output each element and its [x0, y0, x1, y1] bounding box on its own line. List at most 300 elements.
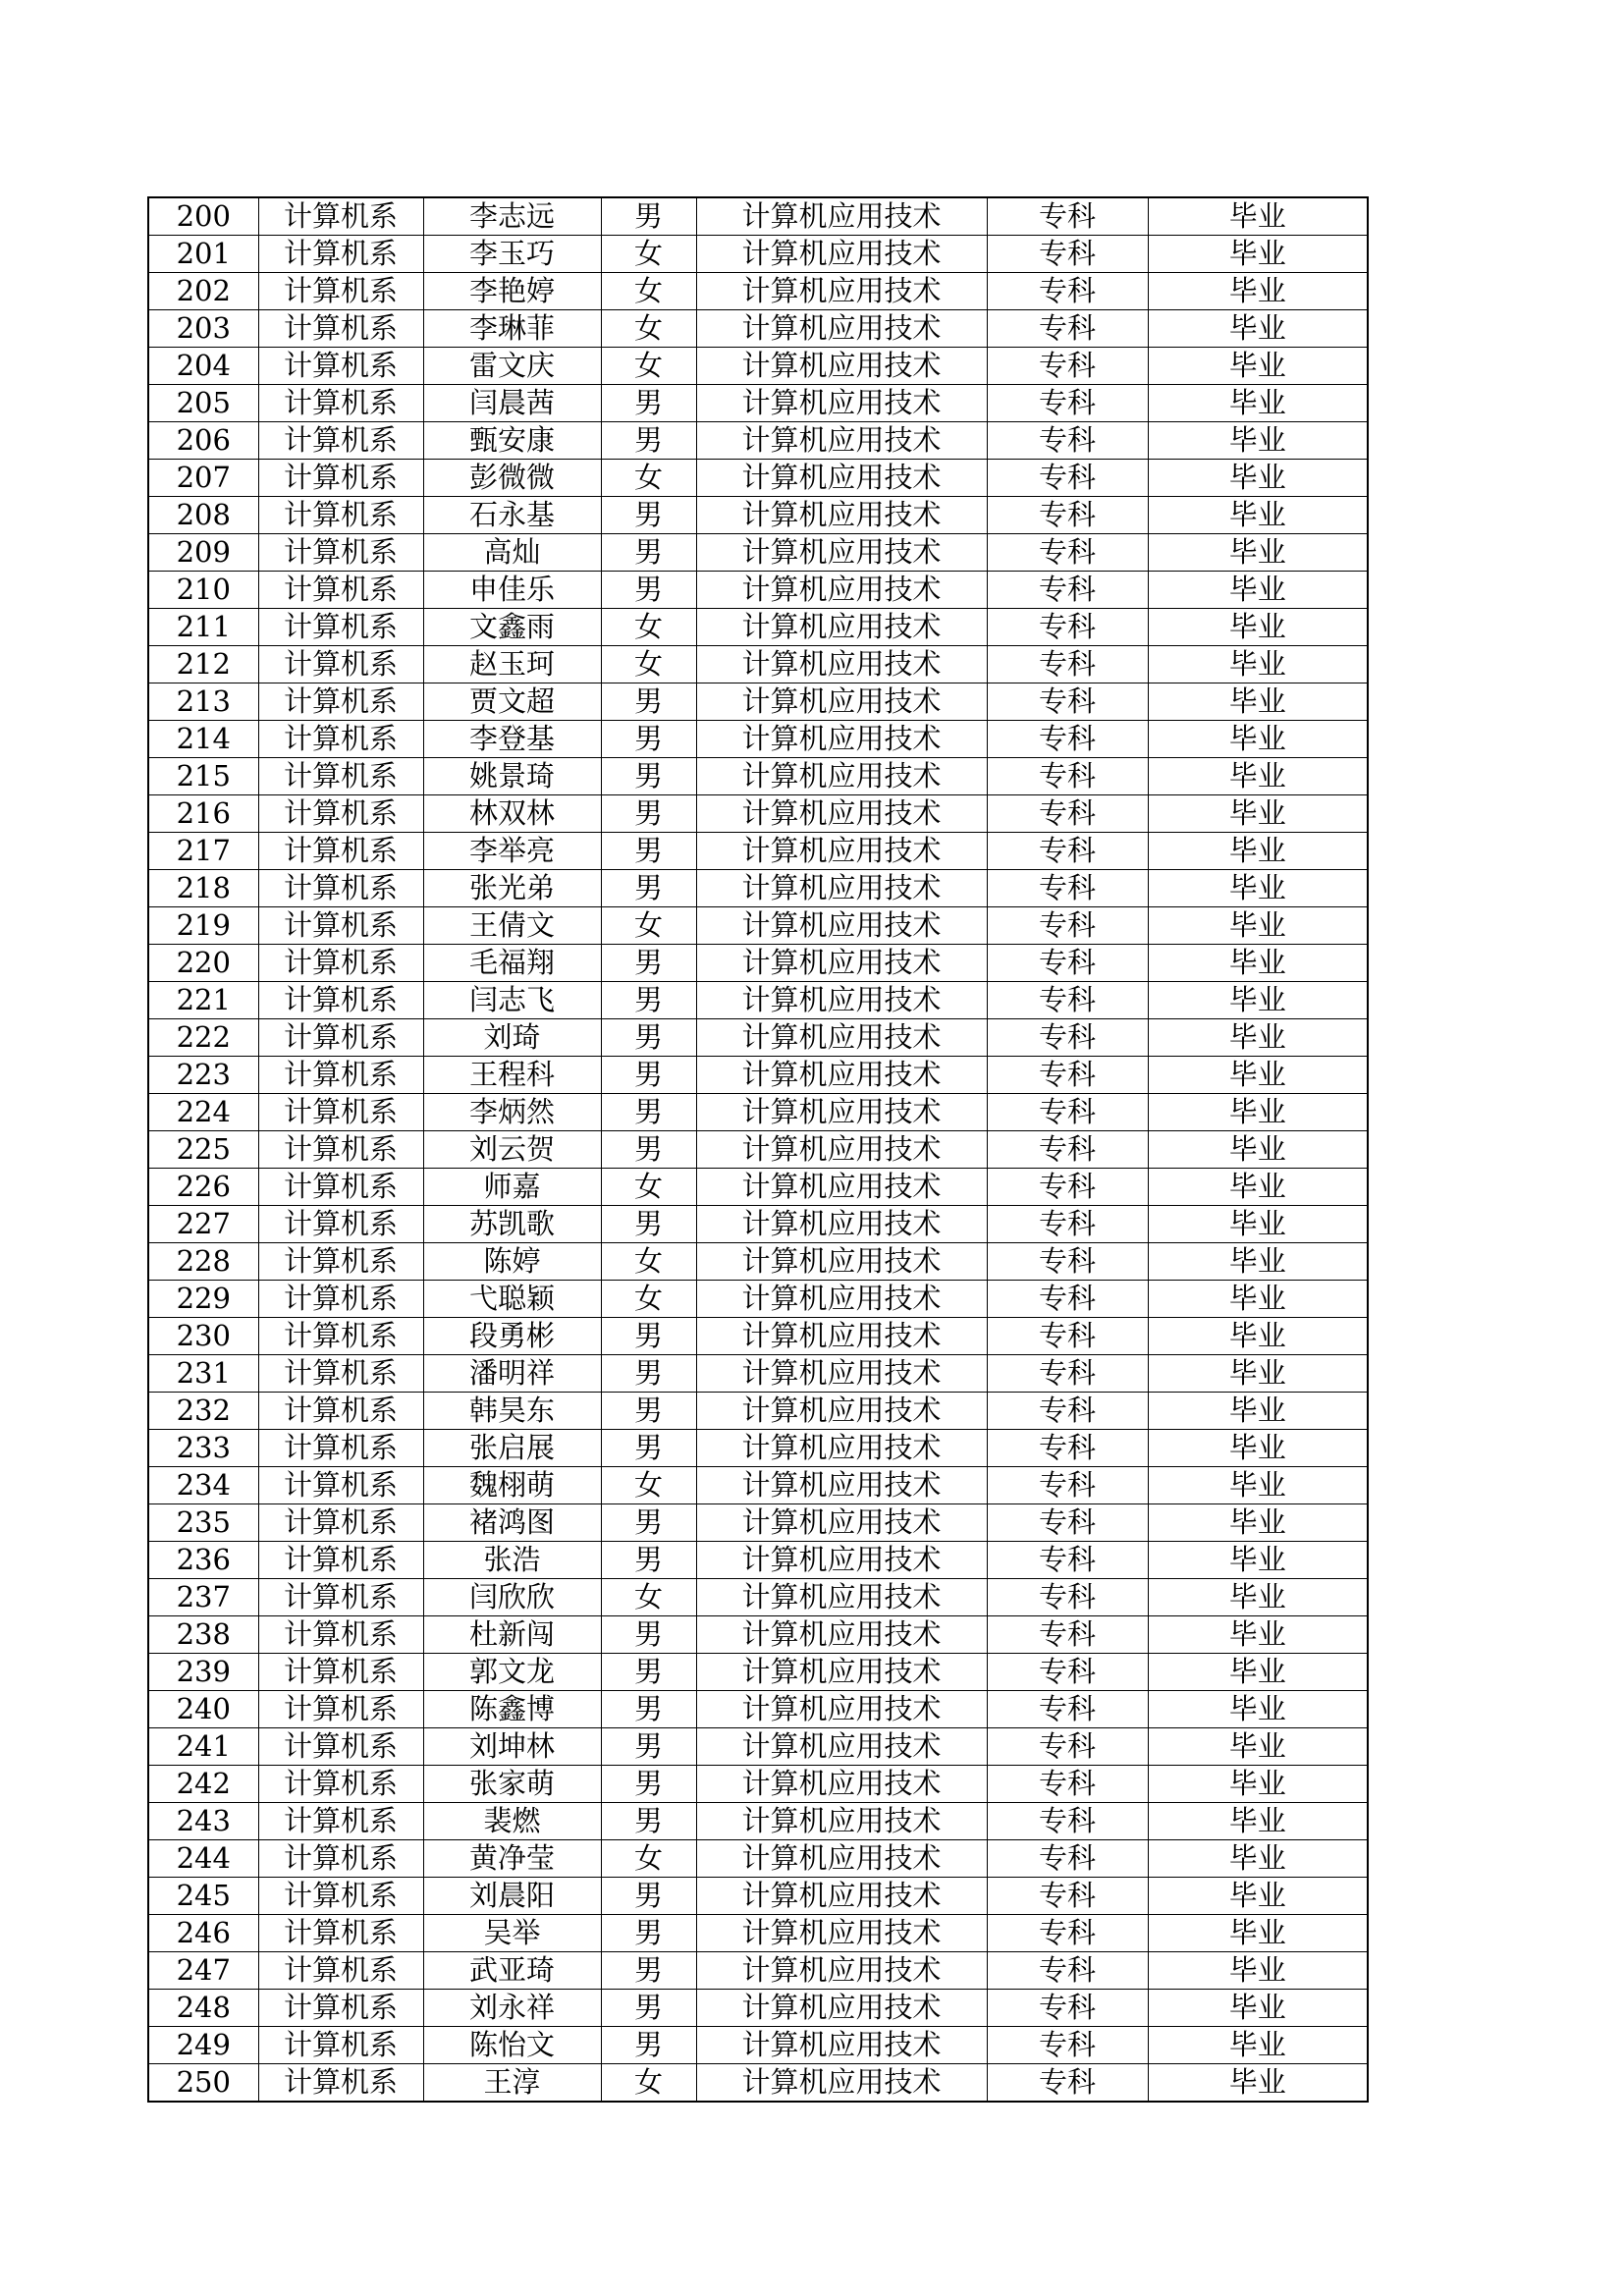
cell-level: 专科	[987, 907, 1148, 945]
table-row	[148, 1430, 1368, 1467]
cell-department: 计算机系	[258, 310, 423, 348]
cell-status: 毕业	[1148, 1728, 1368, 1766]
cell-department: 计算机系	[258, 1952, 423, 1990]
cell-department: 计算机系	[258, 1915, 423, 1952]
cell-level: 专科	[987, 609, 1148, 646]
cell-level: 专科	[987, 1878, 1148, 1915]
cell-name: 潘明祥	[423, 1355, 601, 1393]
cell-status: 毕业	[1148, 1579, 1368, 1616]
cell-status: 毕业	[1148, 907, 1368, 945]
table-row	[148, 683, 1368, 721]
cell-department: 计算机系	[258, 2064, 423, 2103]
cell-department: 计算机系	[258, 1542, 423, 1579]
cell-major: 计算机应用技术	[696, 534, 987, 572]
cell-department: 计算机系	[258, 236, 423, 273]
cell-level: 专科	[987, 683, 1148, 721]
cell-status: 毕业	[1148, 870, 1368, 907]
cell-level: 专科	[987, 273, 1148, 310]
cell-name: 贾文超	[423, 683, 601, 721]
cell-level: 专科	[987, 1691, 1148, 1728]
cell-name: 韩昊东	[423, 1393, 601, 1430]
cell-status: 毕业	[1148, 1281, 1368, 1318]
cell-level: 专科	[987, 1990, 1148, 2027]
cell-department: 计算机系	[258, 945, 423, 982]
cell-gender: 男	[601, 721, 696, 758]
cell-major: 计算机应用技术	[696, 1990, 987, 2027]
cell-status: 毕业	[1148, 833, 1368, 870]
cell-no: 202	[148, 273, 258, 310]
table-row	[148, 1616, 1368, 1654]
cell-name: 张光弟	[423, 870, 601, 907]
cell-gender: 男	[601, 1691, 696, 1728]
cell-major: 计算机应用技术	[696, 273, 987, 310]
cell-gender: 男	[601, 1878, 696, 1915]
cell-gender: 女	[601, 1243, 696, 1281]
cell-no: 207	[148, 460, 258, 497]
cell-no: 243	[148, 1803, 258, 1840]
cell-gender: 男	[601, 1430, 696, 1467]
table-row	[148, 1952, 1368, 1990]
cell-department: 计算机系	[258, 1504, 423, 1542]
cell-major: 计算机应用技术	[696, 1131, 987, 1169]
cell-department: 计算机系	[258, 348, 423, 385]
cell-department: 计算机系	[258, 1393, 423, 1430]
cell-status: 毕业	[1148, 758, 1368, 795]
cell-no: 234	[148, 1467, 258, 1504]
cell-department: 计算机系	[258, 1691, 423, 1728]
cell-level: 专科	[987, 1616, 1148, 1654]
cell-major: 计算机应用技术	[696, 2027, 987, 2064]
cell-status: 毕业	[1148, 497, 1368, 534]
cell-no: 249	[148, 2027, 258, 2064]
cell-gender: 男	[601, 572, 696, 609]
cell-department: 计算机系	[258, 1355, 423, 1393]
cell-status: 毕业	[1148, 534, 1368, 572]
cell-level: 专科	[987, 1766, 1148, 1803]
table-row	[148, 721, 1368, 758]
cell-major: 计算机应用技术	[696, 1542, 987, 1579]
cell-name: 闫晨茜	[423, 385, 601, 422]
cell-gender: 女	[601, 907, 696, 945]
cell-department: 计算机系	[258, 422, 423, 460]
cell-department: 计算机系	[258, 1728, 423, 1766]
table-row	[148, 1467, 1368, 1504]
cell-name: 李琳菲	[423, 310, 601, 348]
cell-no: 204	[148, 348, 258, 385]
cell-name: 闫欣欣	[423, 1579, 601, 1616]
cell-status: 毕业	[1148, 1094, 1368, 1131]
cell-gender: 女	[601, 348, 696, 385]
cell-major: 计算机应用技术	[696, 795, 987, 833]
cell-no: 227	[148, 1206, 258, 1243]
cell-no: 242	[148, 1766, 258, 1803]
table-row	[148, 1393, 1368, 1430]
cell-no: 228	[148, 1243, 258, 1281]
cell-gender: 男	[601, 1355, 696, 1393]
table-row	[148, 1057, 1368, 1094]
cell-status: 毕业	[1148, 1430, 1368, 1467]
cell-status: 毕业	[1148, 385, 1368, 422]
table-row	[148, 795, 1368, 833]
cell-status: 毕业	[1148, 236, 1368, 273]
cell-major: 计算机应用技术	[696, 1691, 987, 1728]
cell-status: 毕业	[1148, 1878, 1368, 1915]
cell-name: 李举亮	[423, 833, 601, 870]
cell-no: 203	[148, 310, 258, 348]
cell-status: 毕业	[1148, 1654, 1368, 1691]
cell-level: 专科	[987, 385, 1148, 422]
cell-major: 计算机应用技术	[696, 1654, 987, 1691]
table-row	[148, 1355, 1368, 1393]
cell-name: 刘坤林	[423, 1728, 601, 1766]
cell-department: 计算机系	[258, 197, 423, 236]
cell-no: 236	[148, 1542, 258, 1579]
cell-no: 217	[148, 833, 258, 870]
cell-department: 计算机系	[258, 1878, 423, 1915]
cell-gender: 男	[601, 1393, 696, 1430]
table-row	[148, 1691, 1368, 1728]
cell-department: 计算机系	[258, 870, 423, 907]
cell-gender: 男	[601, 1057, 696, 1094]
cell-no: 201	[148, 236, 258, 273]
cell-name: 李艳婷	[423, 273, 601, 310]
cell-department: 计算机系	[258, 1766, 423, 1803]
cell-department: 计算机系	[258, 1430, 423, 1467]
cell-major: 计算机应用技术	[696, 1728, 987, 1766]
cell-gender: 男	[601, 1131, 696, 1169]
table-row	[148, 1803, 1368, 1840]
cell-no: 211	[148, 609, 258, 646]
cell-department: 计算机系	[258, 609, 423, 646]
table-row	[148, 1766, 1368, 1803]
table-row	[148, 1019, 1368, 1057]
cell-gender: 男	[601, 197, 696, 236]
cell-major: 计算机应用技术	[696, 1355, 987, 1393]
table-row	[148, 1878, 1368, 1915]
cell-no: 245	[148, 1878, 258, 1915]
cell-level: 专科	[987, 1169, 1148, 1206]
cell-level: 专科	[987, 348, 1148, 385]
cell-level: 专科	[987, 422, 1148, 460]
cell-status: 毕业	[1148, 1915, 1368, 1952]
cell-major: 计算机应用技术	[696, 1206, 987, 1243]
cell-major: 计算机应用技术	[696, 1318, 987, 1355]
cell-gender: 男	[601, 2027, 696, 2064]
cell-major: 计算机应用技术	[696, 1840, 987, 1878]
cell-department: 计算机系	[258, 907, 423, 945]
table-row	[148, 2064, 1368, 2103]
cell-name: 李炳然	[423, 1094, 601, 1131]
cell-major: 计算机应用技术	[696, 1616, 987, 1654]
cell-gender: 男	[601, 982, 696, 1019]
table-row	[148, 1654, 1368, 1691]
cell-level: 专科	[987, 197, 1148, 236]
cell-major: 计算机应用技术	[696, 1803, 987, 1840]
cell-no: 230	[148, 1318, 258, 1355]
cell-level: 专科	[987, 1355, 1148, 1393]
cell-gender: 男	[601, 1728, 696, 1766]
cell-department: 计算机系	[258, 1019, 423, 1057]
table-row	[148, 273, 1368, 310]
cell-level: 专科	[987, 1840, 1148, 1878]
cell-department: 计算机系	[258, 1318, 423, 1355]
cell-major: 计算机应用技术	[696, 1243, 987, 1281]
cell-gender: 男	[601, 1206, 696, 1243]
cell-gender: 男	[601, 1318, 696, 1355]
cell-gender: 男	[601, 1654, 696, 1691]
cell-level: 专科	[987, 1094, 1148, 1131]
cell-level: 专科	[987, 1542, 1148, 1579]
cell-name: 刘永祥	[423, 1990, 601, 2027]
cell-department: 计算机系	[258, 1281, 423, 1318]
cell-name: 彭微微	[423, 460, 601, 497]
cell-status: 毕业	[1148, 1803, 1368, 1840]
table-row	[148, 907, 1368, 945]
cell-status: 毕业	[1148, 422, 1368, 460]
table-row	[148, 758, 1368, 795]
cell-name: 林双林	[423, 795, 601, 833]
cell-status: 毕业	[1148, 1206, 1368, 1243]
cell-status: 毕业	[1148, 1243, 1368, 1281]
table-row	[148, 1840, 1368, 1878]
cell-status: 毕业	[1148, 646, 1368, 683]
cell-gender: 男	[601, 1915, 696, 1952]
cell-no: 222	[148, 1019, 258, 1057]
cell-gender: 男	[601, 497, 696, 534]
cell-gender: 女	[601, 310, 696, 348]
cell-department: 计算机系	[258, 1990, 423, 2027]
table-row	[148, 833, 1368, 870]
cell-status: 毕业	[1148, 2027, 1368, 2064]
cell-major: 计算机应用技术	[696, 609, 987, 646]
cell-major: 计算机应用技术	[696, 348, 987, 385]
roster-body	[148, 197, 1368, 2102]
cell-major: 计算机应用技术	[696, 1019, 987, 1057]
cell-gender: 女	[601, 1281, 696, 1318]
cell-status: 毕业	[1148, 1691, 1368, 1728]
cell-major: 计算机应用技术	[696, 758, 987, 795]
cell-department: 计算机系	[258, 460, 423, 497]
cell-department: 计算机系	[258, 646, 423, 683]
cell-gender: 男	[601, 870, 696, 907]
cell-name: 张浩	[423, 1542, 601, 1579]
cell-major: 计算机应用技术	[696, 870, 987, 907]
cell-gender: 男	[601, 795, 696, 833]
cell-department: 计算机系	[258, 1169, 423, 1206]
cell-level: 专科	[987, 982, 1148, 1019]
cell-gender: 女	[601, 1467, 696, 1504]
cell-major: 计算机应用技术	[696, 1766, 987, 1803]
cell-status: 毕业	[1148, 197, 1368, 236]
cell-level: 专科	[987, 1318, 1148, 1355]
cell-name: 申佳乐	[423, 572, 601, 609]
cell-level: 专科	[987, 1803, 1148, 1840]
cell-name: 师嘉	[423, 1169, 601, 1206]
cell-major: 计算机应用技术	[696, 1579, 987, 1616]
cell-status: 毕业	[1148, 1616, 1368, 1654]
cell-gender: 男	[601, 1803, 696, 1840]
cell-level: 专科	[987, 1057, 1148, 1094]
table-row	[148, 460, 1368, 497]
cell-department: 计算机系	[258, 1654, 423, 1691]
cell-department: 计算机系	[258, 2027, 423, 2064]
table-row	[148, 497, 1368, 534]
cell-status: 毕业	[1148, 609, 1368, 646]
cell-gender: 男	[601, 1504, 696, 1542]
cell-status: 毕业	[1148, 1467, 1368, 1504]
cell-gender: 男	[601, 945, 696, 982]
cell-name: 赵玉珂	[423, 646, 601, 683]
table-row	[148, 609, 1368, 646]
cell-major: 计算机应用技术	[696, 1281, 987, 1318]
cell-name: 弋聪颖	[423, 1281, 601, 1318]
cell-no: 240	[148, 1691, 258, 1728]
cell-name: 褚鸿图	[423, 1504, 601, 1542]
cell-department: 计算机系	[258, 721, 423, 758]
cell-department: 计算机系	[258, 1840, 423, 1878]
cell-major: 计算机应用技术	[696, 1504, 987, 1542]
cell-name: 高灿	[423, 534, 601, 572]
cell-level: 专科	[987, 1019, 1148, 1057]
cell-status: 毕业	[1148, 1318, 1368, 1355]
cell-level: 专科	[987, 2027, 1148, 2064]
cell-no: 205	[148, 385, 258, 422]
cell-no: 233	[148, 1430, 258, 1467]
cell-name: 姚景琦	[423, 758, 601, 795]
cell-level: 专科	[987, 1131, 1148, 1169]
cell-name: 刘晨阳	[423, 1878, 601, 1915]
cell-major: 计算机应用技术	[696, 1915, 987, 1952]
cell-department: 计算机系	[258, 273, 423, 310]
cell-major: 计算机应用技术	[696, 422, 987, 460]
cell-gender: 女	[601, 460, 696, 497]
cell-major: 计算机应用技术	[696, 1467, 987, 1504]
cell-level: 专科	[987, 236, 1148, 273]
cell-gender: 女	[601, 609, 696, 646]
cell-status: 毕业	[1148, 1169, 1368, 1206]
cell-status: 毕业	[1148, 572, 1368, 609]
cell-status: 毕业	[1148, 1542, 1368, 1579]
cell-major: 计算机应用技术	[696, 1430, 987, 1467]
cell-major: 计算机应用技术	[696, 721, 987, 758]
cell-name: 张家萌	[423, 1766, 601, 1803]
cell-major: 计算机应用技术	[696, 833, 987, 870]
cell-department: 计算机系	[258, 982, 423, 1019]
cell-department: 计算机系	[258, 1094, 423, 1131]
cell-gender: 男	[601, 385, 696, 422]
cell-department: 计算机系	[258, 1057, 423, 1094]
cell-status: 毕业	[1148, 1057, 1368, 1094]
cell-no: 237	[148, 1579, 258, 1616]
cell-department: 计算机系	[258, 1616, 423, 1654]
cell-gender: 女	[601, 273, 696, 310]
table-row	[148, 1243, 1368, 1281]
table-row	[148, 1094, 1368, 1131]
cell-major: 计算机应用技术	[696, 310, 987, 348]
cell-no: 221	[148, 982, 258, 1019]
cell-department: 计算机系	[258, 683, 423, 721]
cell-status: 毕业	[1148, 2064, 1368, 2103]
cell-name: 王淳	[423, 2064, 601, 2103]
cell-major: 计算机应用技术	[696, 945, 987, 982]
cell-name: 闫志飞	[423, 982, 601, 1019]
cell-gender: 男	[601, 1019, 696, 1057]
table-row	[148, 385, 1368, 422]
cell-department: 计算机系	[258, 1467, 423, 1504]
cell-no: 226	[148, 1169, 258, 1206]
cell-major: 计算机应用技术	[696, 1878, 987, 1915]
cell-name: 黄净莹	[423, 1840, 601, 1878]
cell-major: 计算机应用技术	[696, 683, 987, 721]
cell-gender: 女	[601, 1169, 696, 1206]
cell-name: 刘云贺	[423, 1131, 601, 1169]
cell-department: 计算机系	[258, 795, 423, 833]
cell-no: 235	[148, 1504, 258, 1542]
cell-name: 武亚琦	[423, 1952, 601, 1990]
cell-major: 计算机应用技术	[696, 460, 987, 497]
cell-level: 专科	[987, 1952, 1148, 1990]
cell-level: 专科	[987, 1206, 1148, 1243]
cell-major: 计算机应用技术	[696, 197, 987, 236]
cell-major: 计算机应用技术	[696, 1393, 987, 1430]
cell-no: 248	[148, 1990, 258, 2027]
cell-department: 计算机系	[258, 534, 423, 572]
cell-major: 计算机应用技术	[696, 646, 987, 683]
cell-no: 215	[148, 758, 258, 795]
cell-level: 专科	[987, 2064, 1148, 2103]
table-row	[148, 348, 1368, 385]
cell-name: 刘琦	[423, 1019, 601, 1057]
cell-no: 200	[148, 197, 258, 236]
cell-gender: 男	[601, 1766, 696, 1803]
cell-gender: 男	[601, 1952, 696, 1990]
cell-no: 238	[148, 1616, 258, 1654]
cell-name: 李登基	[423, 721, 601, 758]
cell-no: 247	[148, 1952, 258, 1990]
cell-no: 209	[148, 534, 258, 572]
cell-status: 毕业	[1148, 1504, 1368, 1542]
cell-name: 魏栩萌	[423, 1467, 601, 1504]
table-row	[148, 1281, 1368, 1318]
cell-name: 张启展	[423, 1430, 601, 1467]
cell-status: 毕业	[1148, 348, 1368, 385]
cell-major: 计算机应用技术	[696, 1094, 987, 1131]
cell-major: 计算机应用技术	[696, 385, 987, 422]
cell-department: 计算机系	[258, 758, 423, 795]
cell-status: 毕业	[1148, 982, 1368, 1019]
cell-name: 杜新闯	[423, 1616, 601, 1654]
table-row	[148, 310, 1368, 348]
table-row	[148, 197, 1368, 236]
cell-level: 专科	[987, 1579, 1148, 1616]
cell-department: 计算机系	[258, 1803, 423, 1840]
cell-gender: 男	[601, 758, 696, 795]
cell-name: 甄安康	[423, 422, 601, 460]
cell-no: 229	[148, 1281, 258, 1318]
cell-major: 计算机应用技术	[696, 497, 987, 534]
table-row	[148, 236, 1368, 273]
cell-major: 计算机应用技术	[696, 982, 987, 1019]
cell-level: 专科	[987, 1504, 1148, 1542]
cell-level: 专科	[987, 1915, 1148, 1952]
cell-gender: 男	[601, 422, 696, 460]
cell-gender: 女	[601, 1579, 696, 1616]
cell-status: 毕业	[1148, 1393, 1368, 1430]
cell-no: 210	[148, 572, 258, 609]
table-row	[148, 1915, 1368, 1952]
cell-status: 毕业	[1148, 945, 1368, 982]
cell-name: 王程科	[423, 1057, 601, 1094]
